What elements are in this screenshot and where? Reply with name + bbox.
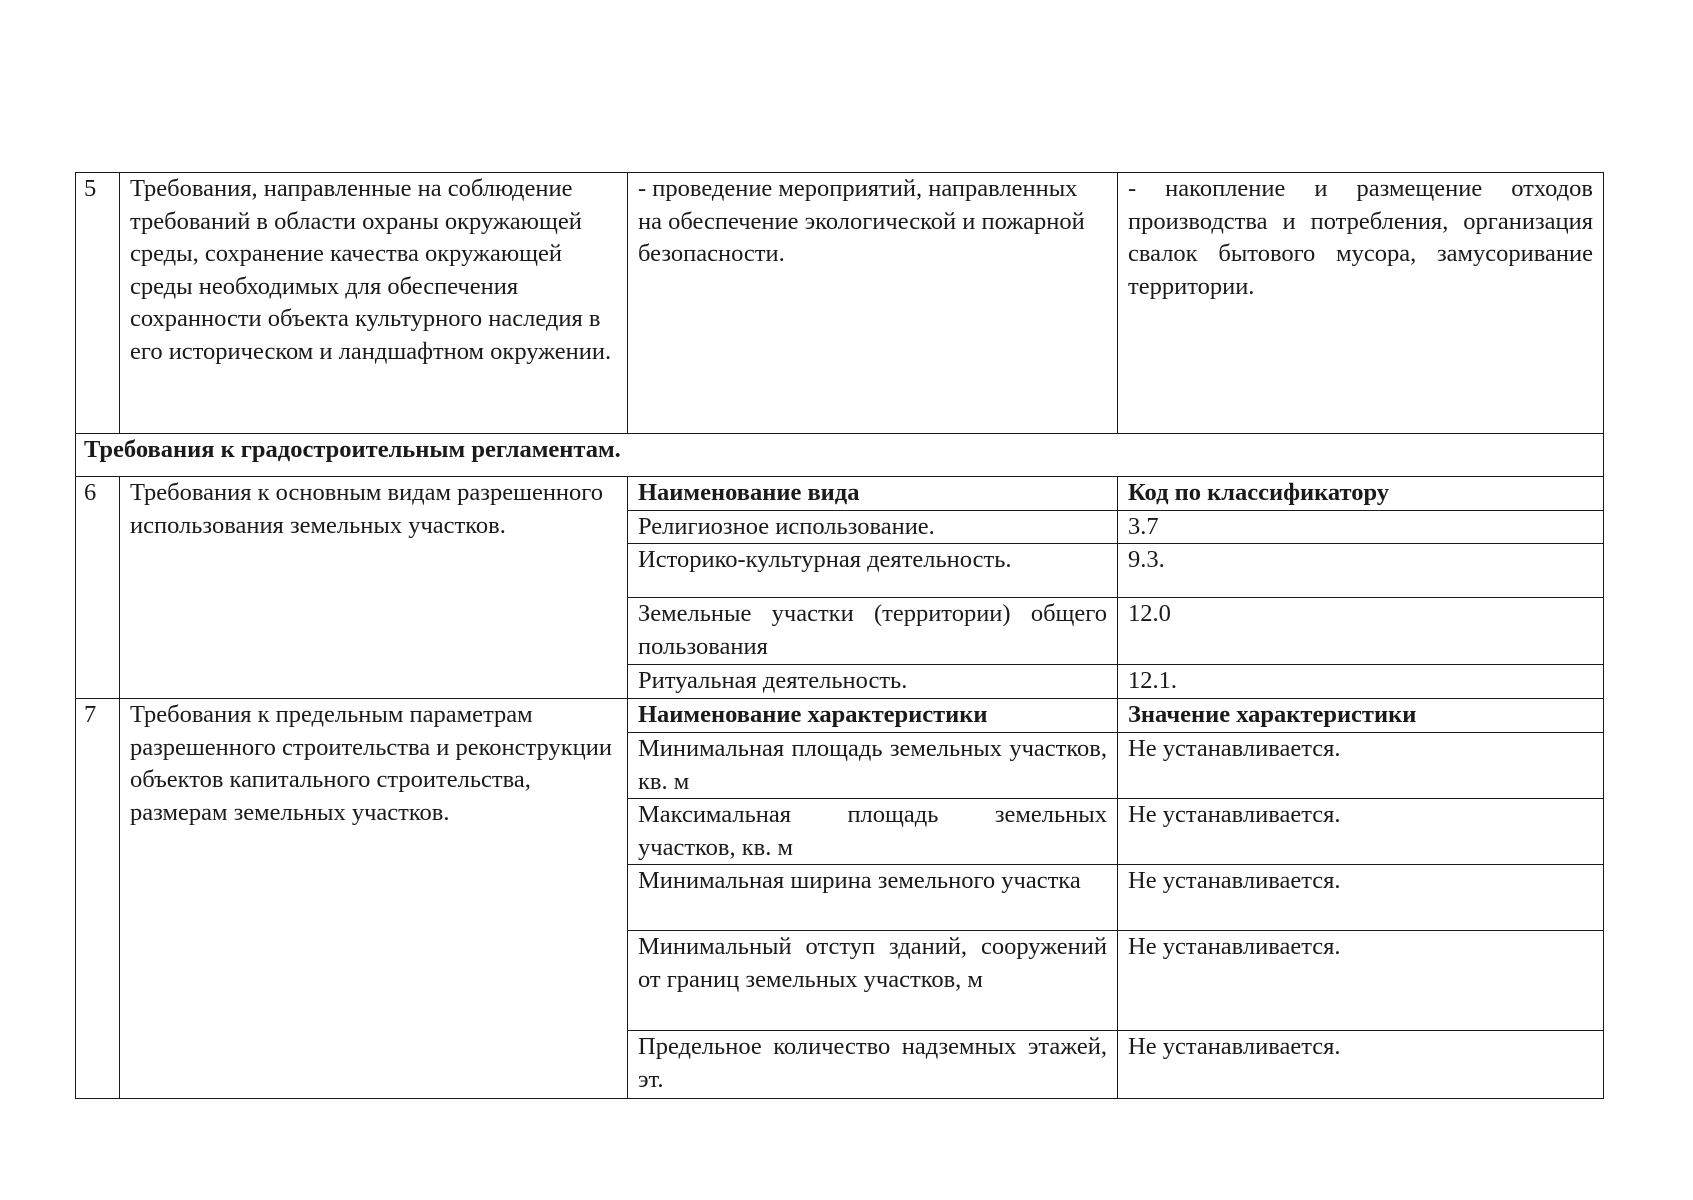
column-header-name: Наименование характеристики — [628, 699, 1118, 733]
row-7-header — [76, 699, 1604, 733]
column-header-name: Наименование вида — [628, 477, 1118, 511]
classifier-code: 9.3. — [1118, 544, 1604, 598]
parameter-name: Минимальная площадь земельных участков, кв. м — [628, 733, 1118, 799]
parameter-value: Не устанавливается. — [1118, 799, 1604, 865]
column-header-value: Значение характеристики — [1118, 699, 1604, 733]
row-number: 7 — [76, 699, 120, 1099]
use-type-name: Земельные участки (территории) общего пользования — [628, 598, 1118, 665]
row-number: 6 — [76, 477, 120, 699]
parameter-value: Не устанавливается. — [1118, 733, 1604, 799]
requirement-title: Требования к предельным параметрам разрешенного строительства и реконструкции объектов капитального строительства, размерам земельных участков. — [120, 699, 628, 1099]
requirement-title: Требования к основным видам разрешенного использования земельных участков. — [120, 477, 628, 699]
classifier-code: 12.1. — [1118, 665, 1604, 699]
use-type-name: Историко-культурная деятельность. — [628, 544, 1118, 598]
classifier-code: 3.7 — [1118, 510, 1604, 544]
parameter-name: Предельное количество надземных этажей, эт. — [628, 1031, 1118, 1099]
classifier-code: 12.0 — [1118, 598, 1604, 665]
requirement-title: Требования, направленные на соблюдение требований в области охраны окружающей среды, сохранение качества окружающей среды необходимых для обеспечения сохранности объекта культурного наследия в его историческом и ландшафтном окружении. — [120, 173, 628, 434]
allowed-activities: - проведение мероприятий, направленных на обеспечение экологической и пожарной безопасности. — [628, 173, 1118, 434]
regulations-table — [75, 172, 1604, 1099]
parameter-value: Не устанавливается. — [1118, 1031, 1604, 1099]
parameter-name: Минимальный отступ зданий, сооружений от границ земельных участков, м — [628, 931, 1118, 1031]
use-type-name: Ритуальная деятельность. — [628, 665, 1118, 699]
section-header-row — [76, 434, 1604, 477]
prohibited-activities: - накопление и размещение отходов производства и потребления, организация свалок бытового мусора, замусоривание территории. — [1118, 173, 1604, 434]
parameter-name: Минимальная ширина земельного участка — [628, 865, 1118, 931]
parameter-value: Не устанавливается. — [1118, 865, 1604, 931]
column-header-code: Код по классификатору — [1118, 477, 1604, 511]
parameter-value: Не устанавливается. — [1118, 931, 1604, 1031]
parameter-name: Максимальная площадь земельных участков, кв. м — [628, 799, 1118, 865]
row-5 — [76, 173, 1604, 434]
use-type-name: Религиозное использование. — [628, 510, 1118, 544]
section-title: Требования к градостроительным регламентам. — [76, 434, 1604, 477]
row-number: 5 — [76, 173, 120, 434]
row-6-header — [76, 477, 1604, 511]
